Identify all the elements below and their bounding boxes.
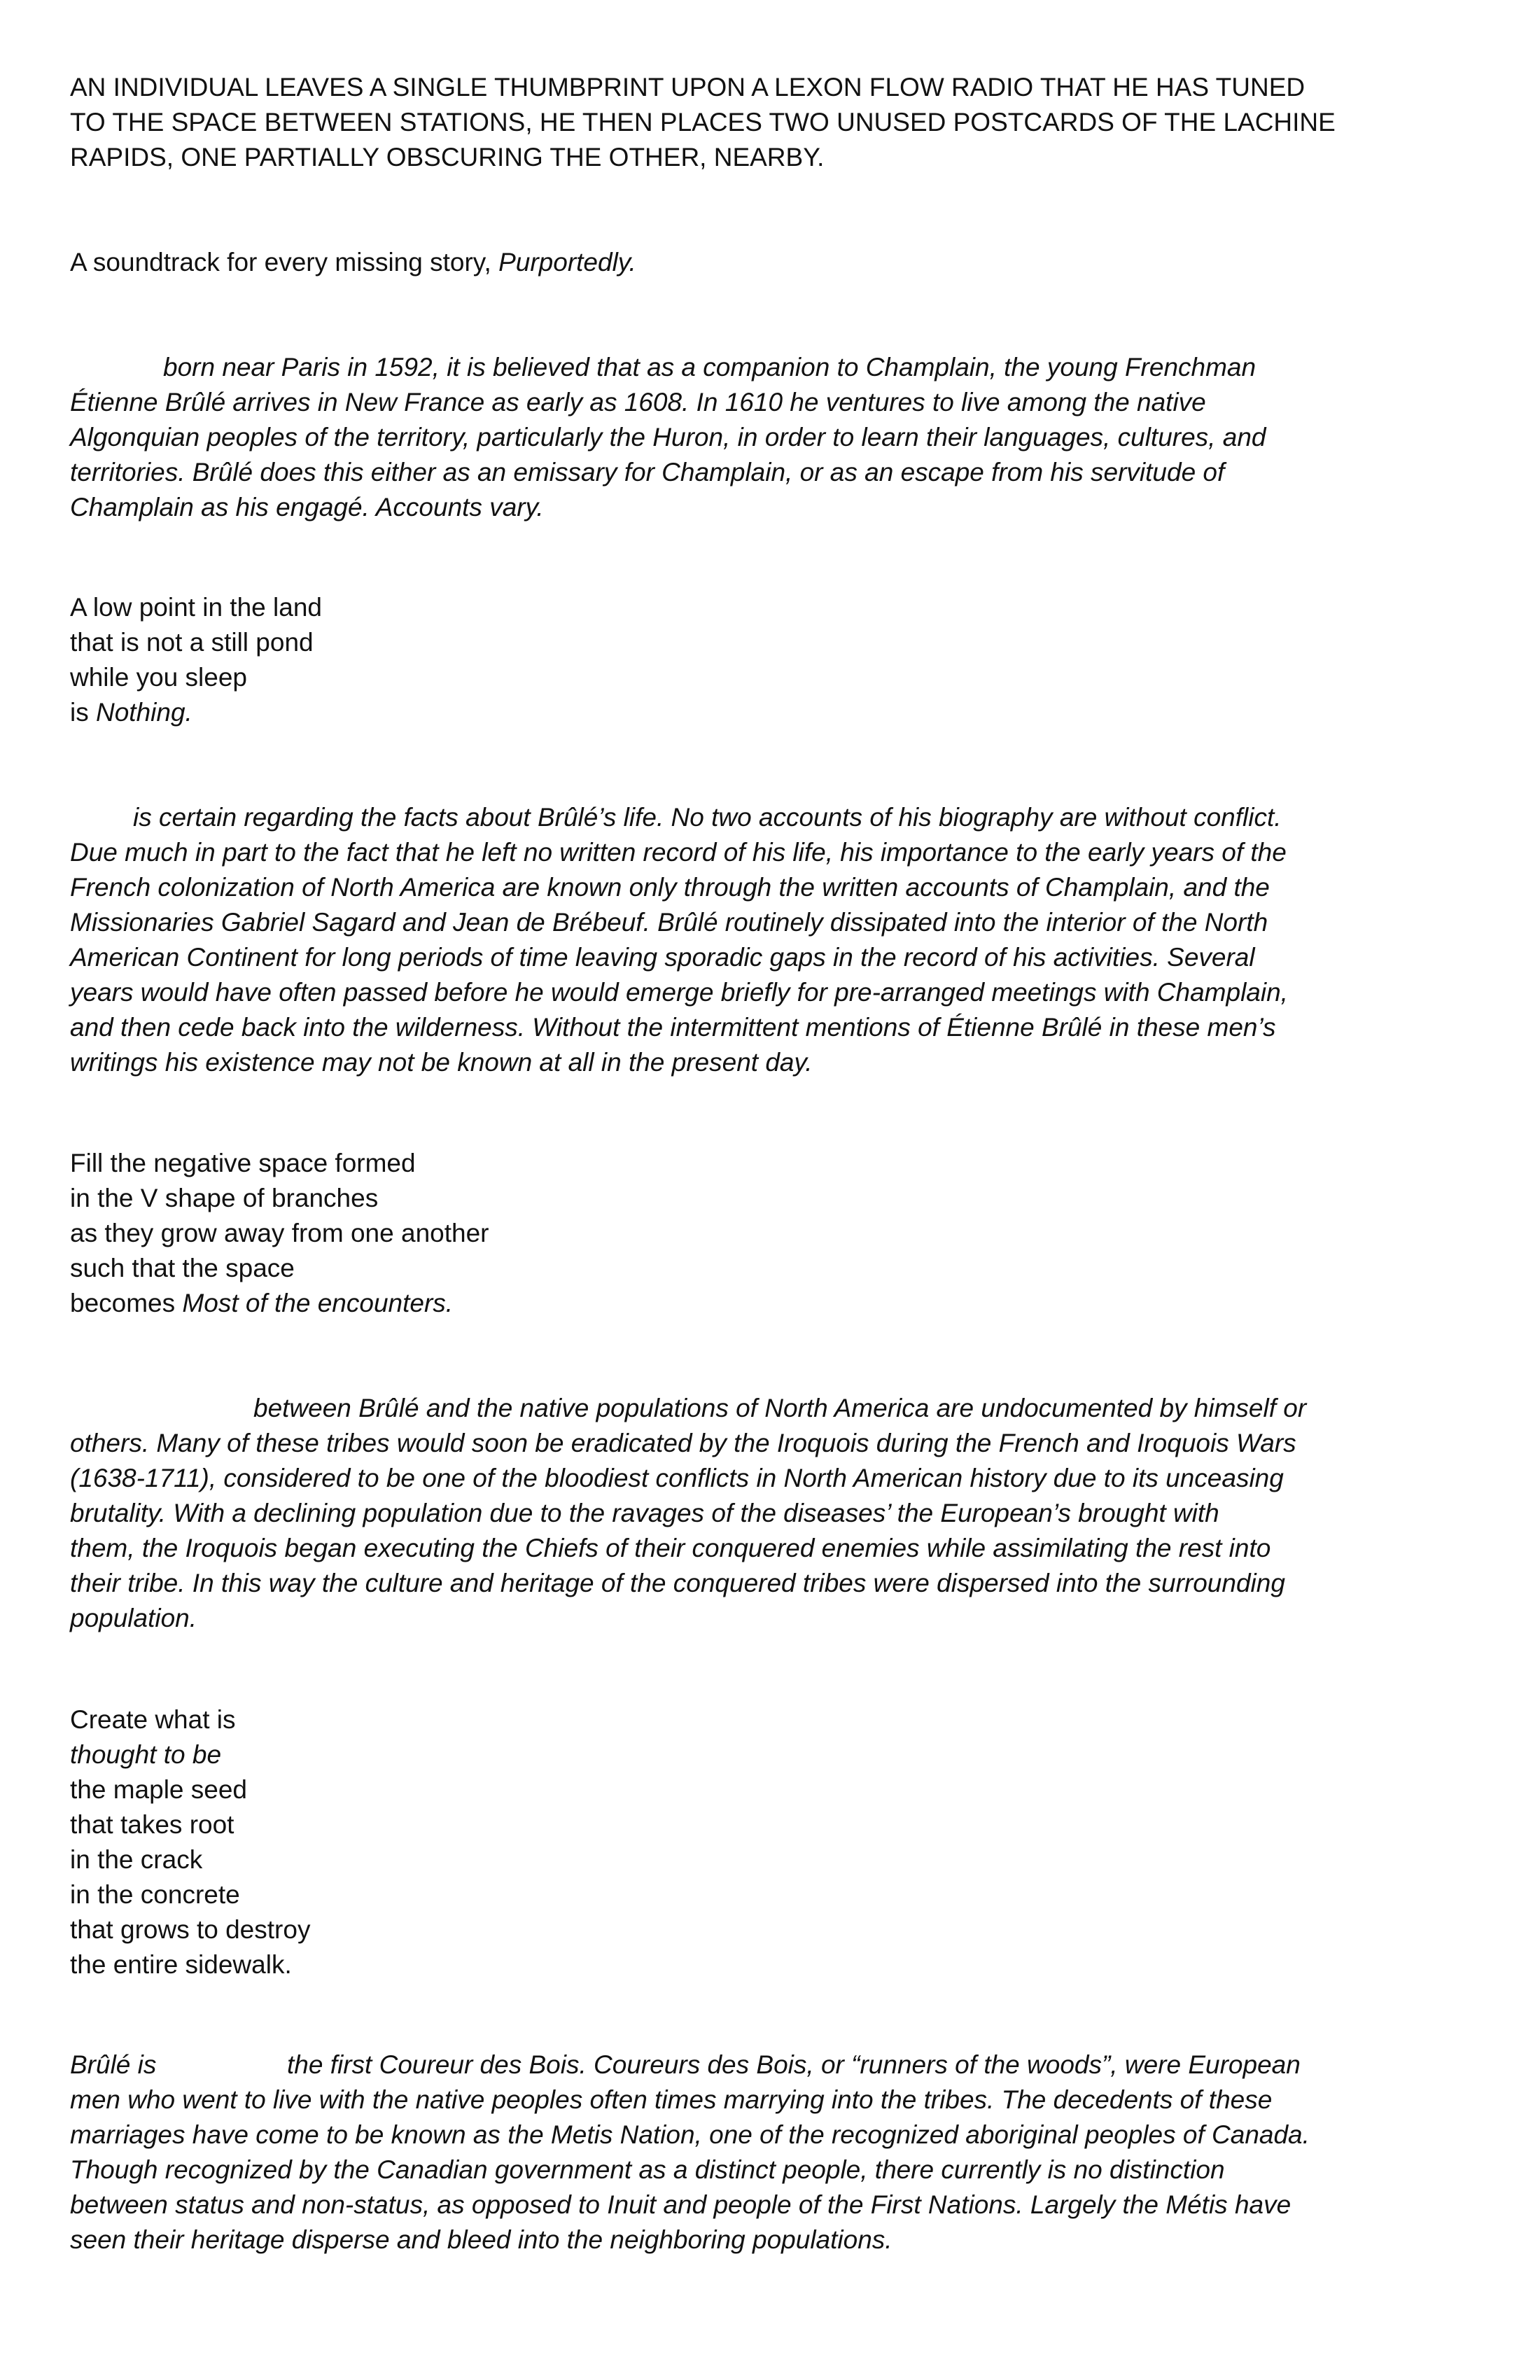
title-line: RAPIDS, ONE PARTIALLY OBSCURING THE OTHER, NEARBY. (70, 143, 825, 172)
paragraph-line: between status and non-status, as opposed to Inuit and people of the First Nations. Largely the Métis have (70, 2190, 1292, 2219)
verse-line: in the concrete (70, 1880, 240, 1909)
verse-line: as they grow away from one another (70, 1219, 489, 1247)
verse-line: while you sleep (70, 663, 247, 692)
subtitle-text: A soundtrack for every missing story, (70, 248, 499, 276)
paragraph-line: seen their heritage disperse and bleed into the neighboring populations. (70, 2225, 892, 2254)
verse-line: Fill the negative space formed (70, 1149, 416, 1177)
paragraph-line: the first Coureur des Bois. Coureurs des Bois, or “runners of the woods”, were European (287, 2050, 1301, 2079)
paragraph-2 (70, 800, 1484, 1080)
verse-line: the maple seed (70, 1775, 248, 1804)
paragraph-line: between Brûlé and the native populations of North America are undocumented by himself or (253, 1394, 1307, 1422)
paragraph-line: is certain regarding the facts about Brûlé’s life. No two accounts of his biography are without conflict. (133, 803, 1282, 832)
verse-line: the entire sidewalk. (70, 1950, 292, 1979)
paragraph-4 (70, 2047, 1484, 2258)
verse-1 (70, 590, 1484, 730)
subtitle-emphasis: Purportedly. (498, 248, 636, 276)
paragraph-line: Brûlé is (70, 2050, 157, 2079)
verse-3 (70, 1702, 1484, 1982)
paragraph-line: (1638-1711), considered to be one of the bloodiest conflicts in North American history due to its unceasing (70, 1464, 1284, 1492)
title-block (70, 70, 1484, 175)
paragraph-line: marriages have come to be known as the Metis Nation, one of the recognized aboriginal peoples of Canada. (70, 2120, 1310, 2149)
paragraph-line: population. (70, 1604, 197, 1632)
paragraph-line: American Continent for long periods of time leaving sporadic gaps in the record of his activities. Several (70, 943, 1255, 972)
paragraph-1 (70, 350, 1484, 525)
verse-emphasis: Nothing. (96, 698, 192, 727)
paragraph-line: Missionaries Gabriel Sagard and Jean de Brébeuf. Brûlé routinely dissipated into the interior of the North (70, 908, 1268, 937)
verse-2 (70, 1146, 1484, 1321)
paragraph-line: and then cede back into the wilderness. Without the intermittent mentions of Étienne Brûlé in these men’s (70, 1013, 1276, 1042)
verse-emphasis: Most of the encounters. (182, 1289, 454, 1317)
paragraph-line: their tribe. In this way the culture and heritage of the conquered tribes were dispersed into the surrounding (70, 1569, 1285, 1597)
verse-emphasis: thought to be (70, 1740, 222, 1769)
paragraph-line: them, the Iroquois began executing the Chiefs of their conquered enemies while assimilating the rest into (70, 1534, 1271, 1562)
verse-line: that grows to destroy (70, 1915, 311, 1944)
subtitle (70, 245, 1484, 280)
verse-line: in the crack (70, 1845, 203, 1874)
paragraph-line: Due much in part to the fact that he left no written record of his life, his importance to the early years of the (70, 838, 1287, 867)
paragraph-line: writings his existence may not be known at all in the present day. (70, 1048, 813, 1077)
paragraph-line: territories. Brûlé does this either as an emissary for Champlain, or as an escape from his servitude of (70, 458, 1225, 486)
verse-line: A low point in the land (70, 593, 322, 622)
paragraph-line: Algonquian peoples of the territory, particularly the Huron, in order to learn their languages, cultures, and (70, 423, 1266, 451)
verse-line: such that the space (70, 1254, 295, 1282)
verse-line: is (70, 698, 96, 727)
paragraph-line: Though recognized by the Canadian government as a distinct people, there currently is no distinction (70, 2155, 1225, 2184)
verse-line: that is not a still pond (70, 628, 314, 657)
verse-line: Create what is (70, 1705, 236, 1734)
paragraph-line: born near Paris in 1592, it is believed that as a companion to Champlain, the young Frenchman (163, 353, 1256, 382)
verse-line: becomes (70, 1289, 183, 1317)
title-line: TO THE SPACE BETWEEN STATIONS, HE THEN PLACES TWO UNUSED POSTCARDS OF THE LACHINE (70, 108, 1336, 136)
paragraph-line: men who went to live with the native peoples often times marrying into the tribes. The decedents of these (70, 2085, 1273, 2114)
paragraph-line: Étienne Brûlé arrives in New France as early as 1608. In 1610 he ventures to live among the native (70, 388, 1206, 416)
paragraph-line: brutality. With a declining population due to the ravages of the diseases’ the European’s brought with (70, 1499, 1219, 1527)
paragraph-line: others. Many of these tribes would soon be eradicated by the Iroquois during the French and Iroquois Wars (70, 1429, 1296, 1457)
verse-line: in the V shape of branches (70, 1184, 379, 1212)
verse-line: that takes root (70, 1810, 234, 1839)
paragraph-3 (70, 1391, 1484, 1636)
paragraph-line: French colonization of North America are known only through the written accounts of Champlain, and the (70, 873, 1270, 902)
paragraph-line: years would have often passed before he would emerge briefly for pre-arranged meetings with Champlain, (70, 978, 1288, 1007)
title-line: AN INDIVIDUAL LEAVES A SINGLE THUMBPRINT UPON A LEXON FLOW RADIO THAT HE HAS TUNED (70, 73, 1306, 102)
paragraph-line: Champlain as his engagé. Accounts vary. (70, 493, 544, 522)
